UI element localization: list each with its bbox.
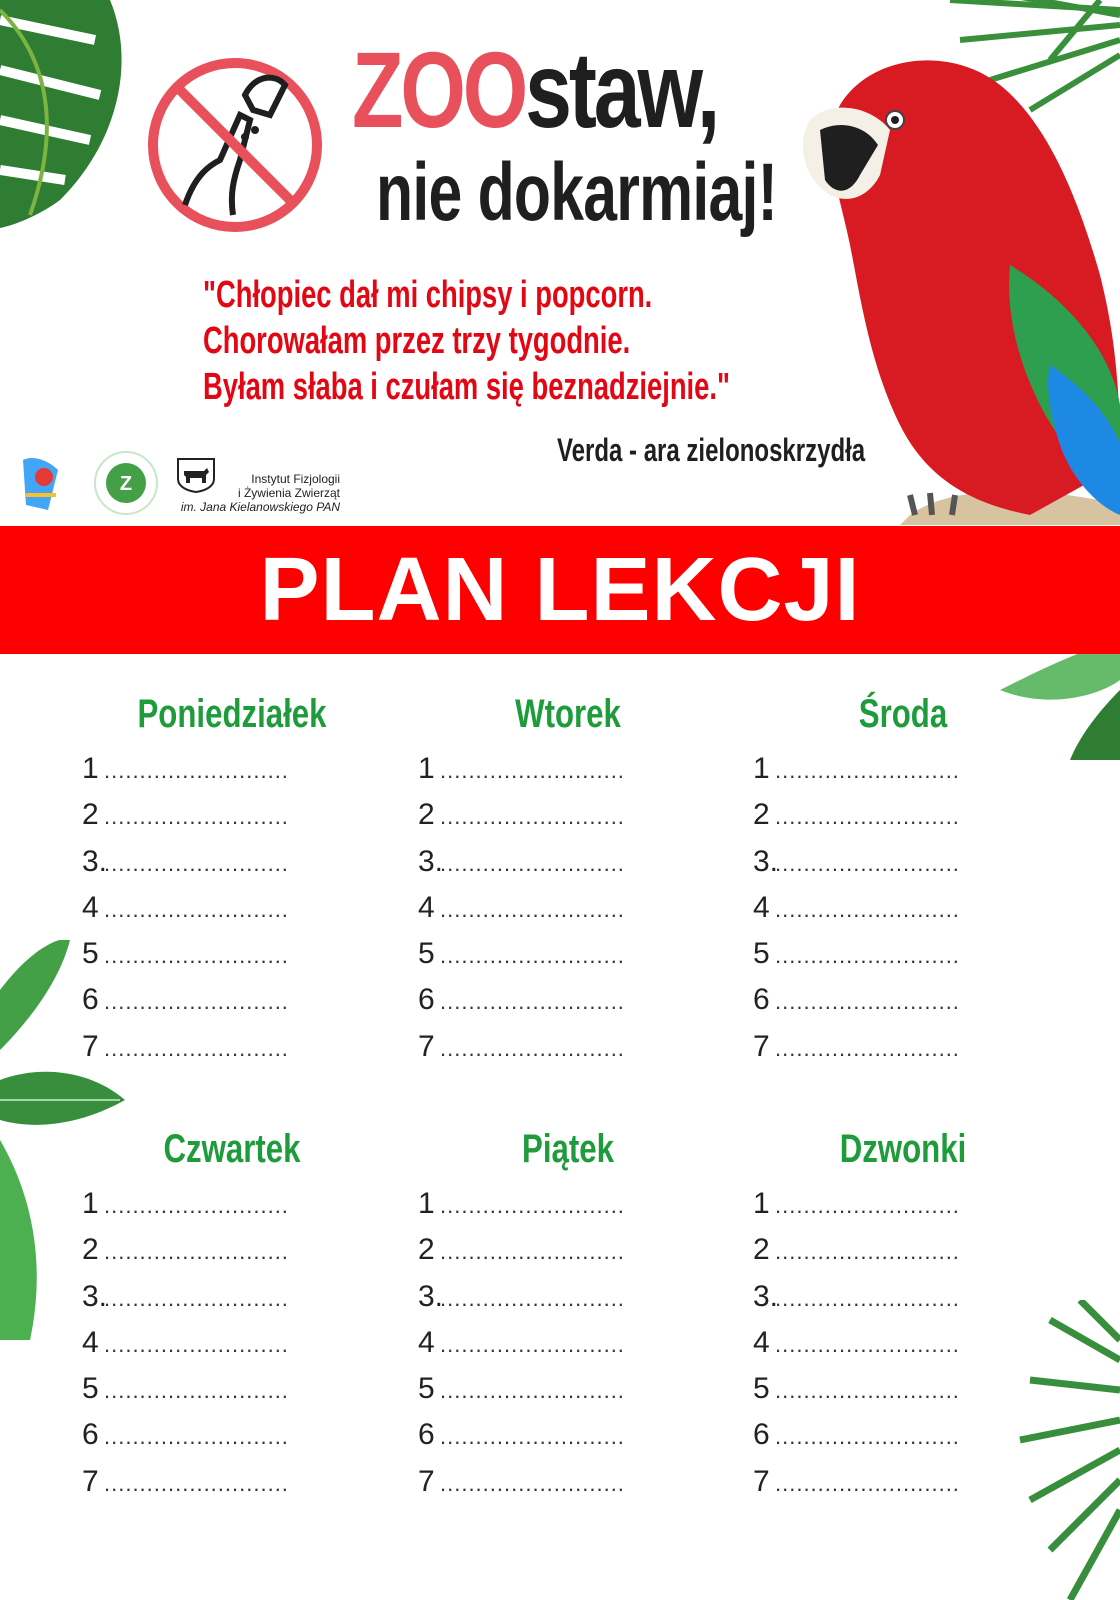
slot-dots: .......................... xyxy=(440,1331,625,1357)
slot-dots: .......................... xyxy=(440,804,625,830)
warsaw-city-logo xyxy=(18,455,64,515)
slot-dots: .......................... xyxy=(104,850,289,876)
lesson-slot[interactable] xyxy=(82,1465,382,1511)
slot-dots: .......................... xyxy=(104,989,289,1015)
slot-number: 6 xyxy=(82,1418,99,1452)
slot-number: 4 xyxy=(82,1325,99,1359)
lesson-slot[interactable] xyxy=(753,845,1053,891)
slot-dots: .......................... xyxy=(440,896,625,922)
slot-number: 3. xyxy=(82,844,108,878)
slot-number: 5 xyxy=(418,937,435,971)
slot-number: 2 xyxy=(418,1233,435,1267)
lesson-slot[interactable] xyxy=(82,845,382,891)
slot-dots: .......................... xyxy=(104,1331,289,1357)
lesson-slot[interactable] xyxy=(418,1280,718,1326)
slot-number: 2 xyxy=(753,798,770,832)
day-title: Czwartek xyxy=(163,1127,301,1171)
slot-dots: .......................... xyxy=(775,850,960,876)
lesson-slot[interactable] xyxy=(418,891,718,937)
institute-name xyxy=(160,472,340,514)
slot-dots: .......................... xyxy=(775,1378,960,1404)
slot-number: 6 xyxy=(418,983,435,1017)
slot-number: 6 xyxy=(82,983,99,1017)
lesson-slot[interactable] xyxy=(418,1465,718,1511)
slot-dots: .......................... xyxy=(104,1193,289,1218)
slot-number: 2 xyxy=(753,1233,770,1267)
slot-dots: .......................... xyxy=(775,1193,960,1218)
svg-text:Z: Z xyxy=(119,473,133,495)
slot-number: 3. xyxy=(418,844,444,878)
slot-dots: .......................... xyxy=(775,1035,960,1061)
day-column-bells xyxy=(753,1125,1053,1511)
day-title: Wtorek xyxy=(515,692,621,736)
institute-line-2: i Żywienia Zwierząt xyxy=(237,486,340,500)
slot-number: 5 xyxy=(82,1372,99,1406)
slot-number: 2 xyxy=(82,1233,99,1267)
day-column-monday xyxy=(82,690,382,1076)
institute-line-3: im. Jana Kielanowskiego PAN xyxy=(180,500,340,514)
slot-number: 7 xyxy=(753,1029,770,1063)
slot-number: 7 xyxy=(82,1029,99,1063)
slot-dots: .......................... xyxy=(104,943,289,969)
day-title: Piątek xyxy=(522,1127,614,1171)
lesson-slot[interactable] xyxy=(753,1030,1053,1076)
headline-line-2: nie dokarmiaj! xyxy=(376,147,778,238)
slot-number: 3. xyxy=(753,1279,779,1313)
lesson-slot[interactable] xyxy=(418,983,718,1029)
slot-number: 5 xyxy=(418,1372,435,1406)
lesson-slot[interactable] xyxy=(418,1187,718,1233)
slot-dots: .......................... xyxy=(775,896,960,922)
quote xyxy=(203,272,763,410)
day-column-thursday xyxy=(82,1125,382,1511)
slot-dots: .......................... xyxy=(440,1193,625,1218)
lesson-slot[interactable] xyxy=(753,891,1053,937)
slot-dots: .......................... xyxy=(104,1470,289,1496)
slot-dots: .......................... xyxy=(440,1285,625,1311)
lesson-slot[interactable] xyxy=(753,983,1053,1029)
plan-banner xyxy=(0,526,1120,654)
day-column-tuesday xyxy=(418,690,718,1076)
quote-line-3: Byłam słaba i czułam się beznadziejnie." xyxy=(203,366,730,408)
slot-number: 1 xyxy=(418,752,435,785)
lesson-slot[interactable] xyxy=(82,1233,382,1279)
slot-number: 1 xyxy=(82,1187,99,1220)
slot-dots: .......................... xyxy=(775,989,960,1015)
slot-dots: .......................... xyxy=(104,1035,289,1061)
slot-number: 3. xyxy=(753,844,779,878)
slot-number: 5 xyxy=(753,1372,770,1406)
slot-dots: .......................... xyxy=(775,1424,960,1450)
slot-number: 3. xyxy=(418,1279,444,1313)
lesson-slot[interactable] xyxy=(418,752,718,798)
slot-dots: .......................... xyxy=(104,1285,289,1311)
slot-dots: .......................... xyxy=(775,1285,960,1311)
no-feeding-icon xyxy=(145,55,325,235)
lesson-slot[interactable] xyxy=(82,1030,382,1076)
monstera-leaf-top-left xyxy=(0,0,130,230)
institute-line-1: Instytut Fizjologii xyxy=(251,472,340,486)
slot-dots: .......................... xyxy=(775,1470,960,1496)
slot-dots: .......................... xyxy=(775,1239,960,1265)
lesson-slot[interactable] xyxy=(753,1418,1053,1464)
lesson-slot[interactable] xyxy=(753,1465,1053,1511)
slot-dots: .......................... xyxy=(775,943,960,969)
slot-dots: .......................... xyxy=(104,758,289,783)
slot-number: 4 xyxy=(753,890,770,924)
quote-author: Verda - ara zielonoskrzydła xyxy=(557,432,866,468)
slot-dots: .......................... xyxy=(440,943,625,969)
slot-number: 1 xyxy=(753,1187,770,1220)
slot-dots: .......................... xyxy=(104,1424,289,1450)
slot-number: 5 xyxy=(753,937,770,971)
slot-number: 3. xyxy=(82,1279,108,1313)
lesson-slot[interactable] xyxy=(82,891,382,937)
slot-number: 7 xyxy=(418,1464,435,1498)
slot-number: 1 xyxy=(753,752,770,785)
slot-number: 1 xyxy=(418,1187,435,1220)
slot-number: 6 xyxy=(418,1418,435,1452)
lesson-slot[interactable] xyxy=(753,1280,1053,1326)
lesson-slot[interactable] xyxy=(82,1280,382,1326)
slot-number: 4 xyxy=(418,1325,435,1359)
slot-number: 4 xyxy=(753,1325,770,1359)
lesson-slot[interactable] xyxy=(418,1326,718,1372)
slot-number: 6 xyxy=(753,983,770,1017)
slot-dots: .......................... xyxy=(440,1378,625,1404)
slot-number: 5 xyxy=(82,937,99,971)
lesson-slot[interactable] xyxy=(82,983,382,1029)
day-column-friday xyxy=(418,1125,718,1511)
slot-dots: .......................... xyxy=(440,850,625,876)
slot-number: 4 xyxy=(82,890,99,924)
slot-dots: .......................... xyxy=(440,758,625,783)
slot-dots: .......................... xyxy=(775,758,960,783)
slot-dots: .......................... xyxy=(440,989,625,1015)
macaw-parrot-image xyxy=(780,45,1120,525)
lesson-slot[interactable] xyxy=(418,937,718,983)
slot-dots: .......................... xyxy=(440,1035,625,1061)
slot-dots: .......................... xyxy=(440,1470,625,1496)
lesson-slot[interactable] xyxy=(82,798,382,844)
slot-dots: .......................... xyxy=(775,1331,960,1357)
headline-staw: staw, xyxy=(525,29,718,150)
lesson-slot[interactable] xyxy=(82,1418,382,1464)
slot-number: 4 xyxy=(418,890,435,924)
lesson-slot[interactable] xyxy=(418,1233,718,1279)
lesson-slot[interactable] xyxy=(82,752,382,798)
lesson-slot[interactable] xyxy=(753,1326,1053,1372)
lesson-slot[interactable] xyxy=(418,1418,718,1464)
lesson-slot[interactable] xyxy=(753,798,1053,844)
lesson-slot[interactable] xyxy=(82,1187,382,1233)
lesson-slot[interactable] xyxy=(753,752,1053,798)
headline xyxy=(352,29,792,238)
lesson-slot[interactable] xyxy=(418,1030,718,1076)
slot-number: 7 xyxy=(753,1464,770,1498)
headline-zoo: ZOO xyxy=(352,29,526,150)
lesson-slot[interactable] xyxy=(753,937,1053,983)
day-title: Dzwonki xyxy=(839,1127,967,1171)
lesson-slot[interactable] xyxy=(418,1372,718,1418)
headline-line-1 xyxy=(352,29,718,150)
quote-line-2: Chorowałam przez trzy tygodnie. xyxy=(203,320,631,362)
slot-number: 7 xyxy=(418,1029,435,1063)
slot-dots: .......................... xyxy=(104,804,289,830)
lesson-slot[interactable] xyxy=(753,1372,1053,1418)
lesson-slot[interactable] xyxy=(753,1187,1053,1233)
slot-dots: .......................... xyxy=(440,1239,625,1265)
day-title: Środa xyxy=(858,692,948,736)
slot-dots: .......................... xyxy=(104,896,289,922)
slot-number: 6 xyxy=(753,1418,770,1452)
day-title: Poniedziałek xyxy=(137,692,327,736)
lesson-slot[interactable] xyxy=(418,845,718,891)
slot-dots: .......................... xyxy=(104,1239,289,1265)
lesson-slot[interactable] xyxy=(82,1326,382,1372)
slot-dots: .......................... xyxy=(104,1378,289,1404)
slot-number: 2 xyxy=(82,798,99,832)
slot-number: 7 xyxy=(82,1464,99,1498)
plan-title: PLAN LEKCJI xyxy=(259,540,861,640)
day-column-wednesday xyxy=(753,690,1053,1076)
slot-dots: .......................... xyxy=(775,804,960,830)
lesson-slot[interactable] xyxy=(82,1372,382,1418)
slot-dots: .......................... xyxy=(440,1424,625,1450)
slot-number: 1 xyxy=(82,752,99,785)
quote-line-1: "Chłopiec dał mi chipsy i popcorn. xyxy=(203,274,653,316)
warsaw-zoo-logo xyxy=(93,450,159,516)
lesson-slot[interactable] xyxy=(418,798,718,844)
lesson-slot[interactable] xyxy=(753,1233,1053,1279)
slot-number: 2 xyxy=(418,798,435,832)
lesson-slot[interactable] xyxy=(82,937,382,983)
